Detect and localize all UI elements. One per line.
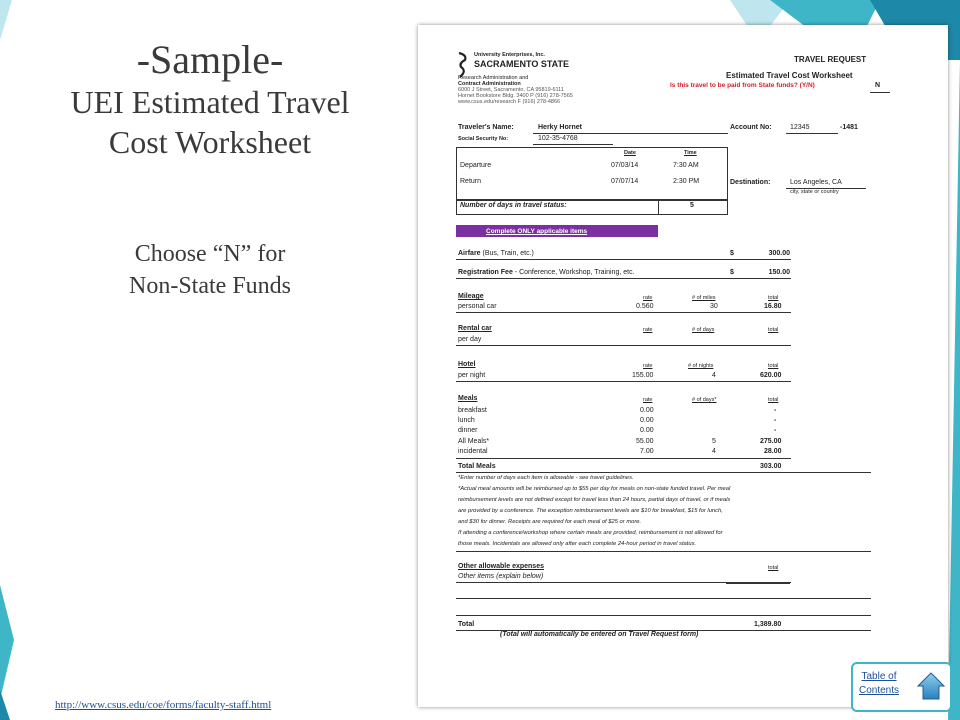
org-name: University Enterprises, Inc. (474, 52, 545, 58)
meal-rate: 0.00 (640, 427, 654, 434)
meals-total-header: total (768, 397, 779, 403)
grand-total-label: Total (458, 621, 475, 628)
destination-hint: city, state or country (790, 189, 839, 195)
hotel-total: 620.00 (760, 372, 782, 379)
time-header: Time (684, 150, 697, 156)
rental-days-header: # of days (692, 327, 715, 333)
form-title: TRAVEL REQUEST (794, 55, 867, 64)
meal-total: - (774, 417, 777, 424)
address-line3: www.csus.edu/research F (916) 278-4866 (458, 99, 561, 105)
meal-total: 275.00 (760, 438, 782, 445)
meal-name: All Meals* (458, 438, 490, 445)
note-line: and $30 for dinner. Receipts are required for each meal of $25 or more. (458, 519, 642, 525)
note-line: *Actual meal amounts will be reimbursed up to $55 per day for meals on non-state funded travel. Per meal (458, 486, 731, 492)
hotel-item: per night (458, 372, 486, 379)
total-note: (Total will automatically be entered on Travel Request form) (500, 631, 699, 638)
mileage-label: Mileage (458, 293, 484, 300)
hotel-rate: 155.00 (632, 372, 654, 379)
meals-rate-header: rate (643, 397, 653, 403)
subtitle-line2: Non-State Funds (129, 273, 291, 299)
other-expenses-label: Other allowable expenses (458, 563, 544, 570)
return-date: 07/07/14 (611, 178, 639, 185)
slide-title-line1: -Sample- (136, 37, 284, 82)
meal-total: 28.00 (764, 448, 782, 455)
return-label: Return (460, 178, 482, 185)
rental-item: per day (458, 336, 482, 343)
dept-line1: Research Administration and (458, 75, 529, 81)
regfee-label: Registration Fee (458, 269, 513, 276)
slide-title-line3: Cost Worksheet (108, 124, 312, 160)
state-funds-answer: N (875, 82, 881, 89)
account-suffix: -1481 (840, 124, 858, 131)
meal-rate: 55.00 (636, 438, 654, 445)
mileage-total: 16.80 (764, 303, 782, 310)
meal-total: - (774, 427, 777, 434)
airfare-row (458, 250, 534, 257)
hotel-nights: 4 (712, 372, 716, 379)
destination-value: Los Angeles, CA (790, 179, 842, 186)
total-meals-label: Total Meals (458, 463, 496, 470)
traveler-name-label: Traveler's Name: (458, 124, 514, 131)
other-total-header: total (768, 565, 779, 571)
return-time: 2:30 PM (673, 178, 700, 185)
note-line: reimbursement levels are not defined except for travel less than 24 hours, partial days of travel, or if meals (458, 497, 731, 503)
decorative-accent-left (0, 0, 20, 720)
regfee-hint: - Conference, Workshop, Training, etc. (512, 269, 635, 276)
meals-label: Meals (458, 395, 478, 402)
account-label: Account No: (730, 124, 772, 131)
account-no: 12345 (790, 124, 810, 131)
slide-title (20, 38, 400, 162)
regfee-total: 150.00 (768, 269, 790, 276)
departure-label: Departure (460, 162, 492, 169)
rental-rate-header: rate (643, 327, 653, 333)
home-icon[interactable] (917, 671, 945, 701)
meal-rate: 7.00 (640, 448, 654, 455)
address-line1: 6000 J Street, Sacramento, CA 95819-6111 (458, 87, 564, 93)
destination-label: Destination: (730, 179, 771, 186)
mileage-rate-header: rate (643, 295, 653, 301)
note-line: *Enter number of days each item is allowable - see travel guidelines. (458, 475, 634, 481)
meal-name: lunch (458, 417, 475, 424)
note-line: If attending a conference/workshop where certain meals are provided, reimbursement is not allowed for (458, 530, 723, 536)
source-link[interactable]: http://www.csus.edu/coe/forms/faculty-staff.html (55, 699, 272, 711)
mileage-miles-header: # of miles (692, 295, 716, 301)
form-subtitle: Estimated Travel Cost Worksheet (726, 71, 853, 80)
departure-date: 07/03/14 (611, 162, 639, 169)
note-line: those meals. Incidentals are allowed only after each complete 24-hour period in travel status. (458, 541, 697, 547)
hotel-total-header: total (768, 363, 779, 369)
org-name2: SACRAMENTO STATE (474, 59, 570, 69)
table-of-contents-button[interactable] (851, 662, 952, 712)
rental-label: Rental car (458, 325, 492, 332)
meals-days-header: # of days* (692, 397, 717, 403)
toc-label[interactable] (859, 670, 899, 698)
meal-name: breakfast (458, 407, 487, 414)
days-label: Number of days in travel status: (460, 202, 567, 209)
hotel-label: Hotel (458, 361, 476, 368)
days-value: 5 (690, 202, 694, 209)
rental-total-header: total (768, 327, 779, 333)
regfee-currency: $ (730, 269, 734, 276)
ssn-value: 102-35-4768 (538, 135, 578, 142)
toc-label-line1: Table of (861, 671, 897, 682)
mileage-miles: 30 (710, 303, 718, 310)
airfare-hint: (Bus, Train, etc.) (480, 250, 534, 257)
meal-rate: 0.00 (640, 407, 654, 414)
worksheet-image (418, 25, 948, 707)
airfare-total: 300.00 (768, 250, 790, 257)
toc-label-line2: Contents (859, 685, 900, 696)
hotel-rate-header: rate (643, 363, 653, 369)
meal-name: incidental (458, 448, 488, 455)
mileage-rate: 0.560 (636, 303, 654, 310)
meal-days: 4 (712, 448, 716, 455)
grand-total-value: 1,389.80 (754, 621, 782, 628)
mileage-item: personal car (458, 303, 497, 310)
departure-time: 7:30 AM (673, 162, 699, 169)
hotel-nights-header: # of nights (688, 363, 714, 369)
complete-only-label: Complete ONLY applicable items (486, 228, 588, 235)
slide-subtitle (60, 238, 360, 302)
traveler-name-value: Herky Hornet (538, 124, 582, 131)
state-funds-question: Is this travel to be paid from State funds? (Y/N) (670, 82, 815, 89)
meal-rate: 0.00 (640, 417, 654, 424)
subtitle-line1: Choose “N” for (134, 241, 286, 267)
slide-title-line2: UEI Estimated Travel (70, 84, 350, 120)
mileage-total-header: total (768, 295, 779, 301)
meal-days: 5 (712, 438, 716, 445)
meal-name: dinner (458, 427, 478, 434)
regfee-row (458, 269, 635, 276)
total-meals-value: 303.00 (760, 463, 782, 470)
airfare-currency: $ (730, 250, 734, 257)
date-header: Date (624, 150, 636, 156)
airfare-label: Airfare (458, 250, 481, 257)
address-line2: Hornet Bookstore Bldg. 3400 P (916) 278-7565 (458, 93, 573, 99)
ssn-label: Social Security No: (458, 136, 509, 142)
other-item: Other items (explain below) (458, 573, 544, 580)
meal-total: - (774, 407, 777, 414)
note-line: are provided by a conference. The exception reimbursement levels are $10 for breakfast, $15 for lunch, (458, 508, 723, 514)
dept-line2: Contract Administration (458, 81, 521, 87)
